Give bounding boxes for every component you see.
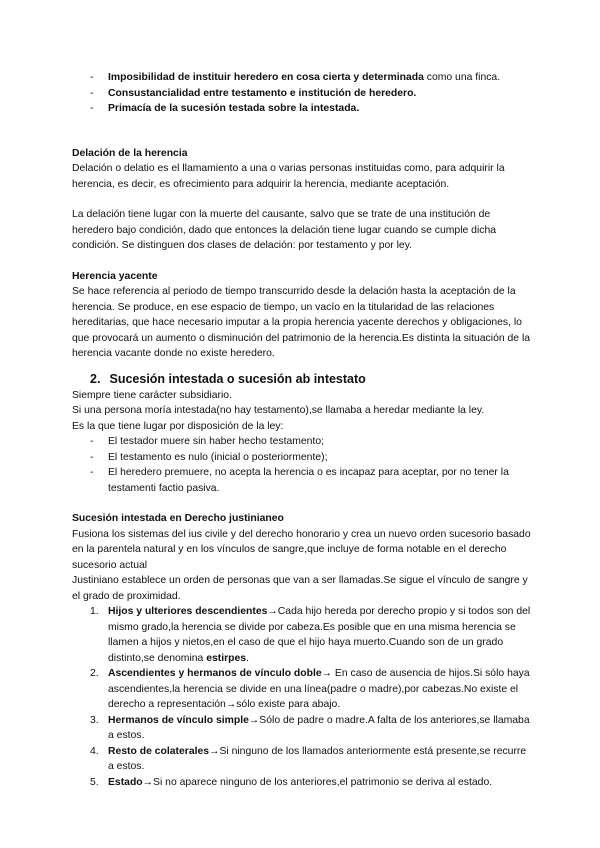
list-item: 5. Estado→Si no aparece ninguno de los anteriores,el patrimonio se deriva al estado. [90, 776, 493, 788]
paragraph: Si una persona moría intestada(no hay testamento),se llamaba a heredar mediante la ley. [72, 405, 485, 416]
section-number: 2. [90, 371, 101, 386]
succession-order-list [72, 604, 532, 790]
paragraph: Fusiona los sistemas del ius civile y del derecho honorario y crea un nuevo orden sucesorio basado en la parentela natural y en los vínculos de sangre,que incluye de forma notable en el derecho sucesorio actual [72, 528, 531, 571]
list-item: - Consustancialidad entre testamento e institución de heredero. [72, 86, 532, 102]
list-item: - Imposibilidad de instituir heredero en cosa cierta y determinada como una finca. [72, 70, 532, 86]
paragraph: Es la que tiene lugar por disposición de la ley: [72, 420, 284, 432]
paragraph: Delación o delatio es el llamamiento a una o varias personas instituidas como, para adquirir la herencia, es decir, es ofrecimiento para adquirir la herencia, mediante aceptación. [72, 163, 505, 190]
list-item: - El heredero premuere, no acepta la herencia o es incapaz para aceptar, por no tener la testamenti factio pasiva. [72, 465, 532, 496]
list-item: 4. Resto de colaterales→Si ninguno de los llamados anteriormente está presente,se recurre a estos. [90, 745, 527, 772]
section-heading-justinianeo: Sucesión intestada en Derecho justinianeo [72, 513, 284, 524]
section-heading-intestada: 2. Sucesión intestada o sucesión ab intestato [72, 371, 532, 388]
section-heading-yacente: Herencia yacente [72, 270, 158, 282]
paragraph: Siempre tiene carácter subsidiario. [72, 389, 232, 401]
list-item: - El testador muere sin haber hecho testamento; [72, 434, 532, 450]
paragraph: Se hace referencia al periodo de tiempo transcurrido desde la delación hasta la aceptación de la herencia. Se produce, en ese espacio de tiempo, un vacío en la titularidad de las relaciones hereditarias, que hace necesario imputar a la propia herencia yacente derechos y obligaciones, lo que provocará un aumento o disminución del patrimonio de la herencia.Es distinta la situación de la herencia vacante donde no existe heredero. [72, 286, 531, 359]
intestada-cases-list [72, 434, 532, 496]
principles-list [72, 70, 532, 117]
list-item: - El testamento es nulo (inicial o posteriormente); [72, 450, 532, 466]
section-heading-delacion: Delación de la herencia [72, 147, 188, 159]
list-item: 2. Ascendientes y hermanos de vínculo doble→ En caso de ausencia de hijos.Si sólo haya ascendientes,la herencia se divide en una línea(padre o madre),por cabezas.No existe el derecho a representación→sólo existe para abajo. [90, 668, 530, 710]
page-content [72, 70, 532, 790]
list-item: - Primacía de la sucesión testada sobre la intestada. [72, 101, 532, 117]
paragraph: Justiniano establece un orden de personas que van a ser llamadas.Se sigue el vínculo de sangre y el grado de proximidad. [72, 575, 528, 602]
paragraph: La delación tiene lugar con la muerte del causante, salvo que se trate de una institución de heredero bajo condición, dado que entonces la delación tiene lugar cuando se cumple dicha condición. Se distinguen dos clases de delación: por testamento y por ley. [72, 209, 497, 251]
list-item: 3. Hermanos de vínculo simple→Sólo de padre o madre.A falta de los anteriores,se llamaba a estos. [90, 714, 530, 741]
list-item: 1. Hijos y ulteriores descendientes→Cada hijo hereda por derecho propio y si todos son del mismo grado,la herencia se divide por cabeza.Es posible que en una misma herencia se llamen a hijos y nietos,en el caso de que el hijo haya muerto.Cuando son de un grado distinto,se denomina estirpes. [90, 606, 531, 664]
